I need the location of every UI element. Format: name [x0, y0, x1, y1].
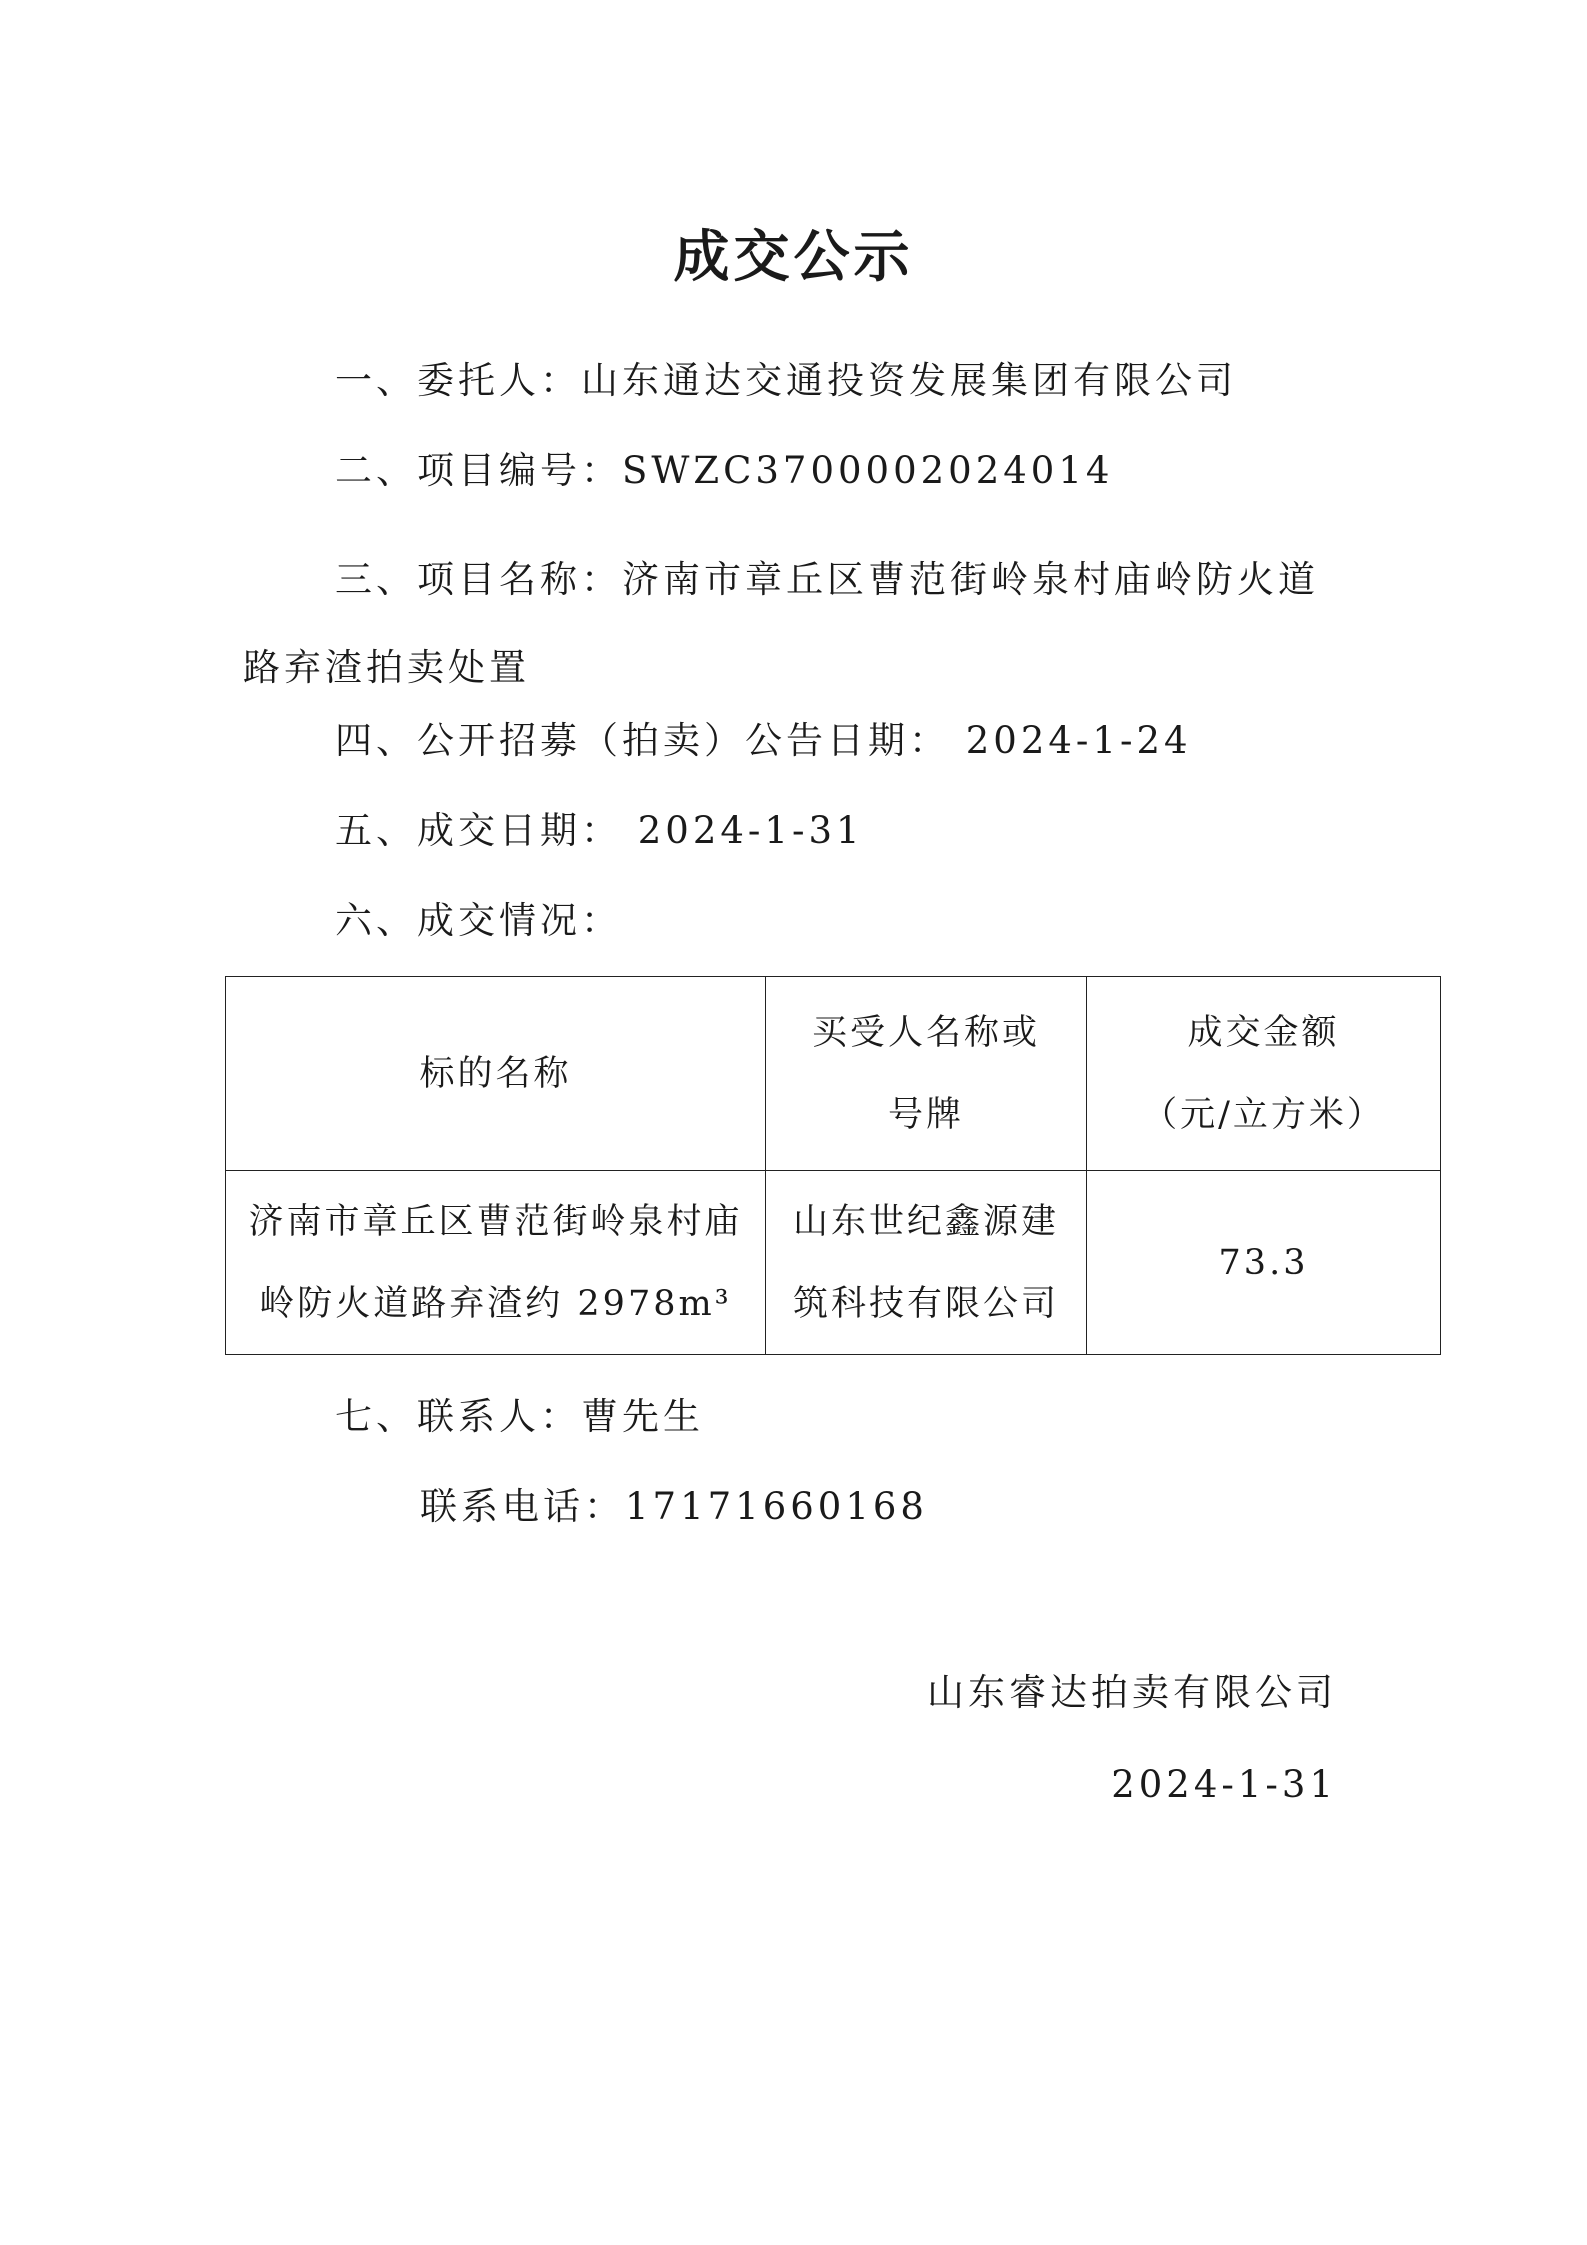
deal-status-heading: 六、成交情况：: [335, 899, 622, 942]
cell-amount: [1087, 1171, 1441, 1355]
cell-subject: [226, 1171, 766, 1355]
cell-buyer: [766, 1171, 1087, 1355]
footer-date: 2024-1-31: [1111, 1763, 1337, 1806]
cell-subject-line1: 济南市章丘区曹范街岭泉村庙: [248, 1201, 743, 1242]
header-amount: [1087, 977, 1441, 1171]
project-name-line: 三、项目名称：济南市章丘区曹范街岭泉村庙岭防火道路弃渣拍卖处置: [243, 558, 1319, 689]
header-subject-text: 标的名称: [419, 1053, 572, 1094]
cell-amount-value: 73.3: [1218, 1242, 1309, 1283]
cell-buyer-line2: 筑科技有限公司: [792, 1283, 1059, 1324]
header-buyer: [766, 977, 1087, 1171]
header-subject: [226, 977, 766, 1171]
footer-company: 山东睿达拍卖有限公司: [927, 1671, 1337, 1714]
header-buyer-line1: 买受人名称或: [811, 1012, 1040, 1053]
header-amount-line2: （元/立方米）: [1142, 1094, 1385, 1135]
announcement-date-line: 四、公开招募（拍卖）公告日期： 2024-1-24: [335, 719, 1192, 762]
header-amount-line1: 成交金额: [1187, 1012, 1340, 1053]
phone-line: 联系电话：17171660168: [420, 1485, 928, 1528]
header-buyer-line2: 号牌: [887, 1094, 964, 1135]
project-number-line: 二、项目编号：SWZC3700002024014: [335, 449, 1114, 492]
deal-table: [225, 976, 1441, 1355]
contact-line: 七、联系人：曹先生: [335, 1395, 704, 1438]
table-row: [226, 1171, 1441, 1355]
table-header-row: [226, 977, 1441, 1171]
cell-subject-line2: 岭防火道路弃渣约 2978m³: [259, 1283, 732, 1324]
page-title: 成交公示: [673, 224, 914, 290]
cell-buyer-line1: 山东世纪鑫源建: [792, 1201, 1059, 1242]
deal-date-line: 五、成交日期： 2024-1-31: [335, 809, 864, 852]
client-line: 一、委托人：山东通达交通投资发展集团有限公司: [335, 359, 1237, 402]
